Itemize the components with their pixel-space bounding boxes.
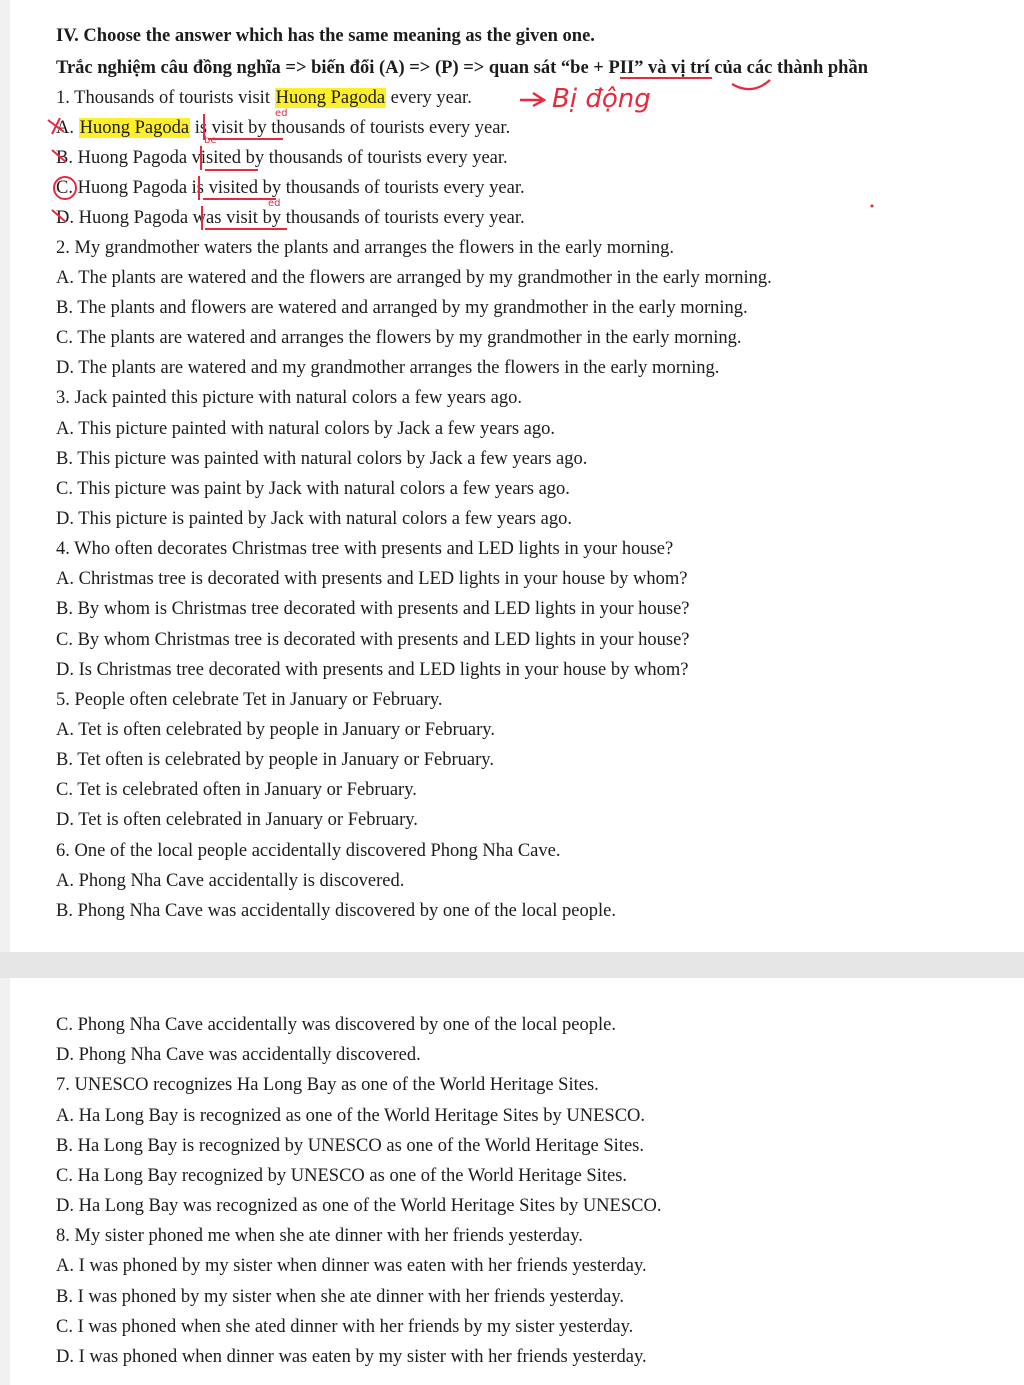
question-7-stem: 7. UNESCO recognizes Ha Long Bay as one of the World Heritage Sites.: [56, 1075, 599, 1095]
question-5-option-a[interactable]: A. Tet is often celebrated by people in January or February.: [56, 720, 495, 740]
highlight-huong-pagoda: Huong Pagoda: [275, 88, 386, 108]
question-3-option-c[interactable]: C. This picture was paint by Jack with natural colors a few years ago.: [56, 479, 570, 499]
question-1-option-d[interactable]: D. Huong Pagoda was visit by thousands of tourists every year.: [56, 208, 525, 228]
circled-answer-letter: C: [56, 178, 69, 198]
question-1-option-b[interactable]: B. Huong Pagoda visited by thousands of tourists every year.: [56, 148, 508, 168]
question-1-option-a[interactable]: A. Huong Pagoda is visit by thousands of tourists every year.: [56, 118, 511, 138]
question-5-option-c[interactable]: C. Tet is celebrated often in January or February.: [56, 780, 417, 800]
question-6-stem: 6. One of the local people accidentally discovered Phong Nha Cave.: [56, 841, 561, 861]
question-2-option-d[interactable]: D. The plants are watered and my grandmother arranges the flowers in the early morning.: [56, 358, 720, 378]
handwritten-superscript-ed-2: ed: [268, 198, 281, 209]
question-6-option-d[interactable]: D. Phong Nha Cave was accidentally discovered.: [56, 1045, 421, 1065]
section-title: IV. Choose the answer which has the same meaning as the given one.: [56, 26, 595, 46]
worksheet-page-2: [10, 978, 1024, 1385]
question-5-option-b[interactable]: B. Tet often is celebrated by people in January or February.: [56, 750, 494, 770]
question-8-option-b[interactable]: B. I was phoned by my sister when she ate dinner with her friends yesterday.: [56, 1287, 625, 1307]
worksheet-page-1: [10, 0, 1024, 952]
question-4-option-d[interactable]: D. Is Christmas tree decorated with presents and LED lights in your house by whom?: [56, 660, 689, 680]
question-8-option-d[interactable]: D. I was phoned when dinner was eaten by my sister with her friends yesterday.: [56, 1347, 647, 1367]
question-6-option-a[interactable]: A. Phong Nha Cave accidentally is discovered.: [56, 871, 405, 891]
handwritten-superscript-be: be: [204, 135, 217, 146]
question-2-stem: 2. My grandmother waters the plants and arranges the flowers in the early morning.: [56, 238, 675, 258]
question-8-option-a[interactable]: A. I was phoned by my sister when dinner was eaten with her friends yesterday.: [56, 1256, 647, 1276]
question-6-option-c[interactable]: C. Phong Nha Cave accidentally was discovered by one of the local people.: [56, 1015, 616, 1035]
question-1-option-c[interactable]: C. Huong Pagoda is visited by thousands of tourists every year.: [56, 178, 525, 198]
question-4-option-b[interactable]: B. By whom is Christmas tree decorated with presents and LED lights in your house?: [56, 599, 690, 619]
question-3-option-b[interactable]: B. This picture was painted with natural colors by Jack a few years ago.: [56, 449, 588, 469]
question-8-option-c[interactable]: C. I was phoned when she ated dinner with her friends by my sister yesterday.: [56, 1317, 634, 1337]
question-2-option-b[interactable]: B. The plants and flowers are watered and arranged by my grandmother in the early morning.: [56, 298, 748, 318]
handwritten-superscript-ed: ed: [275, 108, 288, 119]
question-2-option-c[interactable]: C. The plants are watered and arranges the flowers by my grandmother in the early morning.: [56, 328, 742, 348]
question-7-option-d[interactable]: D. Ha Long Bay was recognized as one of the World Heritage Sites by UNESCO.: [56, 1196, 662, 1216]
page-left-edge: [0, 0, 10, 1385]
question-7-option-c[interactable]: C. Ha Long Bay recognized by UNESCO as one of the World Heritage Sites.: [56, 1166, 628, 1186]
question-7-option-a[interactable]: A. Ha Long Bay is recognized as one of the World Heritage Sites by UNESCO.: [56, 1106, 646, 1126]
question-4-option-a[interactable]: A. Christmas tree is decorated with presents and LED lights in your house by whom?: [56, 569, 688, 589]
question-5-stem: 5. People often celebrate Tet in January or February.: [56, 690, 443, 710]
question-3-option-d[interactable]: D. This picture is painted by Jack with natural colors a few years ago.: [56, 509, 572, 529]
question-2-option-a[interactable]: A. The plants are watered and the flowers are arranged by my grandmother in the early morning.: [56, 268, 772, 288]
section-instruction: Trắc nghiệm câu đồng nghĩa => biến đổi (A) => (P) => quan sát “be + PII” và vị trí của các thành phần: [56, 58, 868, 78]
question-5-option-d[interactable]: D. Tet is often celebrated in January or February.: [56, 810, 418, 830]
page-break: [0, 952, 1024, 978]
handwritten-note-passive: Bị động: [552, 84, 651, 114]
question-6-option-b[interactable]: B. Phong Nha Cave was accidentally discovered by one of the local people.: [56, 901, 616, 921]
question-4-option-c[interactable]: C. By whom Christmas tree is decorated with presents and LED lights in your house?: [56, 630, 690, 650]
question-3-stem: 3. Jack painted this picture with natural colors a few years ago.: [56, 388, 522, 408]
highlight-option-a-subject: Huong Pagoda: [79, 118, 190, 138]
question-1-stem: 1. Thousands of tourists visit Huong Pagoda every year.: [56, 88, 472, 108]
question-7-option-b[interactable]: B. Ha Long Bay is recognized by UNESCO as one of the World Heritage Sites.: [56, 1136, 644, 1156]
question-4-stem: 4. Who often decorates Christmas tree with presents and LED lights in your house?: [56, 539, 674, 559]
question-3-option-a[interactable]: A. This picture painted with natural colors by Jack a few years ago.: [56, 419, 556, 439]
question-8-stem: 8. My sister phoned me when she ate dinner with her friends yesterday.: [56, 1226, 583, 1246]
